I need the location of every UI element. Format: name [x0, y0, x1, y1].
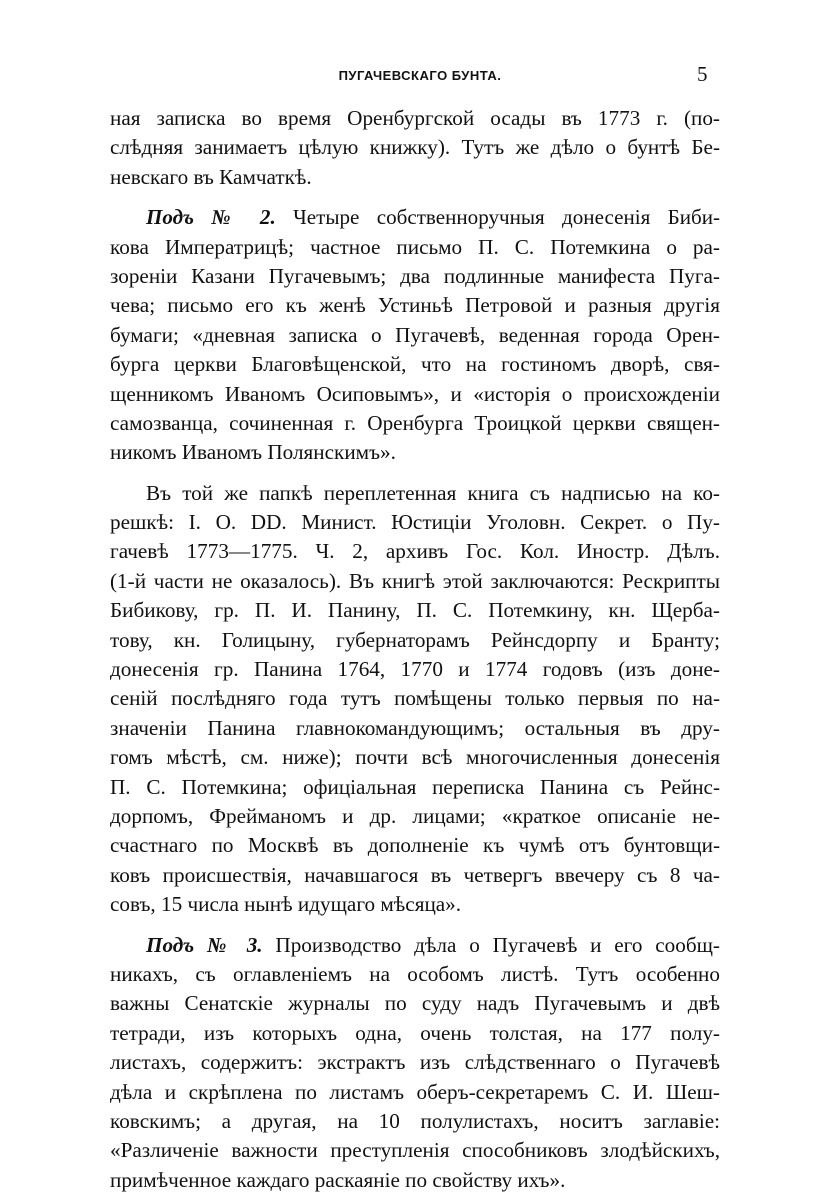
text-line: кова Императрицѣ; частное письмо П. С. Потемкина о ра-	[110, 234, 720, 259]
text-line: дорпомъ, Фрейманомъ и др. лицами; «краткое описаніе не-	[110, 803, 720, 828]
text-line: П. С. Потемкина; офиціальная переписка Панина съ Рейнс-	[110, 774, 720, 799]
text-line	[110, 931, 720, 960]
text-line: Бибикову, гр. П. И. Панину, П. С. Потемкину, кн. Щерба-	[110, 598, 720, 623]
text-line: тетради, изъ которыхъ одна, очень толстая, на 177 полу-	[110, 1020, 720, 1045]
paragraph-3	[110, 479, 720, 920]
body-text	[110, 104, 720, 1195]
text-line: сеній послѣдняго года тутъ помѣщены только первыя по на-	[110, 686, 720, 711]
page-number: 5	[697, 62, 708, 86]
text-line: бурга церкви Благовѣщенской, что на гостиномъ дворѣ, свя-	[110, 352, 720, 377]
text-line: дѣла и скрѣплена по листамъ оберъ-секретаремъ С. И. Шеш-	[110, 1079, 720, 1104]
text-line: гомъ мѣстѣ, см. ниже); почти всѣ многочисленныя донесенія	[110, 745, 720, 770]
text-line: ковскимъ; а другая, на 10 полулистахъ, носитъ заглавіе:	[110, 1108, 720, 1133]
paragraph-1	[110, 104, 720, 192]
text-line: значеніи Панина главнокомандующимъ; остальныя въ дру-	[110, 715, 720, 740]
text-line: никомъ Иваномъ Полянскимъ».	[110, 440, 396, 465]
page-header	[0, 62, 840, 86]
text-line: примѣченное каждаго раскаяніе по свойству ихъ».	[110, 1167, 566, 1192]
text-line: счастнаго по Москвѣ въ дополненіе къ чумѣ отъ бунтовщи-	[110, 833, 720, 858]
running-head: ПУГАЧЕВСКАГО БУНТА.	[338, 68, 502, 83]
text-line: гачевѣ 1773—1775. Ч. 2, архивъ Гос. Кол. Иностр. Дѣлъ.	[110, 539, 720, 564]
text-line: щенникомъ Иваномъ Осиповымъ», и «исторія о происхожденіи	[110, 381, 720, 406]
text-line: (1-й части не оказалось). Въ книгѣ этой заключаются: Рескрипты	[110, 568, 720, 593]
text-line	[110, 203, 720, 232]
text-line: бумаги; «дневная записка о Пугачевѣ, веденная города Орен-	[110, 322, 720, 347]
text-line: Въ той же папкѣ переплетенная книга съ надписью на ко-	[146, 480, 720, 505]
item-label: Подъ № 2.	[146, 205, 276, 230]
paragraph-2	[110, 203, 720, 468]
text-line: тову, кн. Голицыну, губернаторамъ Рейнсдорпу и Бранту;	[110, 627, 720, 652]
text-line: совъ, 15 числа нынѣ идущаго мѣсяца».	[110, 892, 462, 917]
text-line: решкѣ: I. O. DD. Минист. Юстиціи Уголовн. Секрет. о Пу-	[110, 510, 720, 535]
text-line: невскаго въ Камчаткѣ.	[110, 164, 312, 189]
paragraph-4	[110, 931, 720, 1195]
text-line: слѣдняя занимаетъ цѣлую книжку). Тутъ же дѣло о бунтѣ Бе-	[110, 135, 720, 160]
text-line: «Различеніе важности преступленія способниковъ злодѣйскихъ,	[110, 1138, 720, 1163]
text-line: чева; письмо его къ женѣ Устиньѣ Петровой и разныя другія	[110, 293, 720, 318]
text-line: ная записка во время Оренбургской осады въ 1773 г. (по-	[110, 106, 720, 130]
text-line: самозванца, сочиненная г. Оренбурга Троицкой церкви священ-	[110, 410, 720, 435]
text-line: зореніи Казани Пугачевымъ; два подлинные манифеста Пуга-	[110, 263, 720, 288]
text-run: Четыре собственноручныя донесенія Биби-	[275, 205, 721, 230]
text-run: Производство дѣла о Пугачевѣ и его сообщ-	[262, 932, 720, 957]
text-line: донесенія гр. Панина 1764, 1770 и 1774 годовъ (изъ доне-	[110, 657, 720, 682]
text-line: важны Сенатскіе журналы по суду надъ Пугачевымъ и двѣ	[110, 991, 720, 1016]
text-line: ковъ происшествія, начавшагося въ четвергъ ввечеру съ 8 ча-	[110, 862, 720, 887]
text-line: листахъ, содержитъ: экстрактъ изъ слѣдственнаго о Пугачевѣ	[110, 1050, 720, 1075]
item-label: Подъ № 3.	[146, 932, 263, 957]
text-line: никахъ, съ оглавленіемъ на особомъ листѣ. Тутъ особенно	[110, 961, 720, 986]
